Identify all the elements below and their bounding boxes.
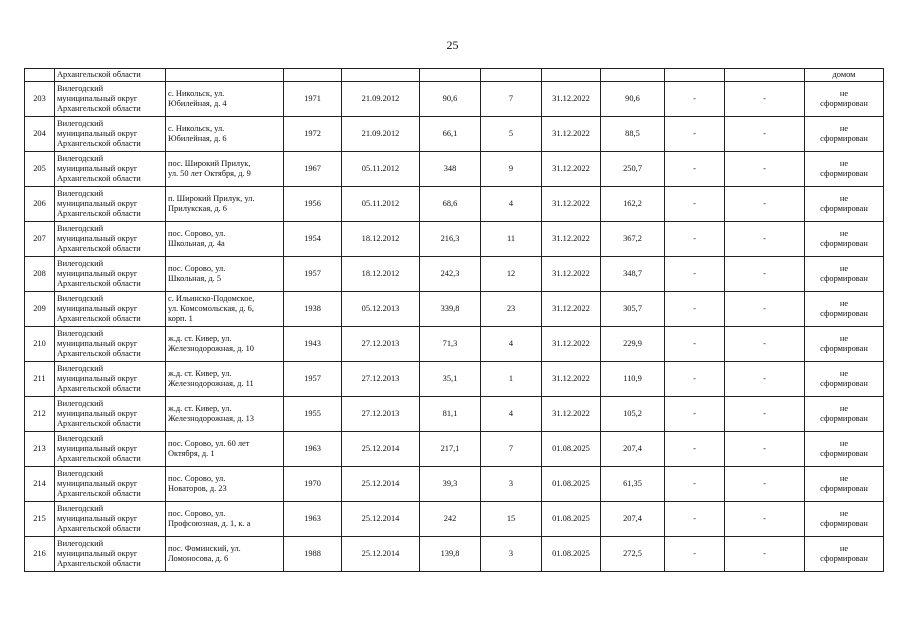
cell-area2: 250,7 <box>601 152 665 187</box>
cell-municipality-line: Архангельской области <box>57 279 141 289</box>
cell-address <box>166 537 284 572</box>
cell-plan-date <box>542 69 601 82</box>
cell-municipality-line: Вилегодский <box>57 83 104 93</box>
cell-no: 212 <box>25 397 55 432</box>
cell-no: 206 <box>25 187 55 222</box>
cell-address-line: Новаторов, д. 23 <box>168 484 227 493</box>
continuation-row <box>25 69 884 82</box>
cell-status <box>805 117 884 152</box>
cell-year: 1954 <box>284 222 342 257</box>
cell-count: 7 <box>481 432 542 467</box>
cell-year: 1938 <box>284 292 342 327</box>
cell-count: 4 <box>481 397 542 432</box>
cell-status-line: сформирован <box>820 414 868 423</box>
cell-municipality-line: Вилегодский <box>57 293 104 303</box>
cell-status <box>805 257 884 292</box>
cell-status-line: сформирован <box>820 134 868 143</box>
table-row <box>25 432 884 467</box>
cell-status-line: сформирован <box>820 344 868 353</box>
cell-municipality <box>55 222 166 257</box>
cell-address-line: пос. Сорово, ул. 60 лет <box>168 438 250 448</box>
cell-address-line: пос. Фоминский, ул. <box>168 543 241 553</box>
cell-municipality-line: муниципальный округ <box>57 338 138 348</box>
cell-c10: - <box>665 397 725 432</box>
cell-status-line: не <box>839 158 849 168</box>
cell-municipality <box>55 502 166 537</box>
cell-no: 209 <box>25 292 55 327</box>
cell-c11: - <box>725 117 805 152</box>
cell-address-line: с. Никольск, ул. <box>168 123 225 133</box>
cell-address <box>166 222 284 257</box>
cell-year: 1988 <box>284 537 342 572</box>
cell-c11: - <box>725 257 805 292</box>
cell-municipality-line: Архангельской области <box>57 419 141 429</box>
cell-municipality-line: Вилегодский <box>57 503 104 513</box>
cell-municipality <box>55 327 166 362</box>
cell-count: 4 <box>481 327 542 362</box>
table-row <box>25 82 884 117</box>
cell-address-line: Школьная, д. 5 <box>168 274 222 283</box>
cell-no: 203 <box>25 82 55 117</box>
cell-municipality <box>55 537 166 572</box>
cell-area2: 110,9 <box>601 362 665 397</box>
cell-municipality <box>55 397 166 432</box>
table-row <box>25 222 884 257</box>
table-row <box>25 327 884 362</box>
cell-c11: - <box>725 537 805 572</box>
cell-address-line: Школьная, д. 4а <box>168 239 225 248</box>
cell-date: 25.12.2014 <box>342 432 420 467</box>
cell-municipality-line: Вилегодский <box>57 118 104 128</box>
cell-plan-date: 31.12.2022 <box>542 257 601 292</box>
cell-municipality-line: муниципальный округ <box>57 268 138 278</box>
cell-status-line: не <box>839 263 849 273</box>
cell-no: 208 <box>25 257 55 292</box>
cell-municipality-line: Вилегодский <box>57 538 104 548</box>
cell-c10: - <box>665 502 725 537</box>
cell-c11: - <box>725 327 805 362</box>
table-row <box>25 467 884 502</box>
cell-status-line: не <box>839 123 849 133</box>
cell-status-line: сформирован <box>820 379 868 388</box>
cell-municipality: Архангельской области <box>55 69 166 82</box>
cell-no <box>25 69 55 82</box>
cell-count: 3 <box>481 467 542 502</box>
cell-municipality-line: Архангельской области <box>57 139 141 149</box>
cell-date: 25.12.2014 <box>342 467 420 502</box>
cell-area2: 305,7 <box>601 292 665 327</box>
cell-address-line: корп. 1 <box>168 314 193 324</box>
cell-status-line: не <box>839 543 849 553</box>
cell-c11 <box>725 69 805 82</box>
cell-status-line: сформирован <box>820 169 868 178</box>
cell-status-line: не <box>839 473 849 483</box>
cell-c10: - <box>665 467 725 502</box>
cell-municipality-line: Архангельской области <box>57 209 141 219</box>
cell-address-line: Юбилейная, д. 6 <box>168 134 227 143</box>
cell-c11: - <box>725 152 805 187</box>
cell-no: 205 <box>25 152 55 187</box>
cell-count: 12 <box>481 257 542 292</box>
cell-c10: - <box>665 362 725 397</box>
cell-c10: - <box>665 117 725 152</box>
cell-area: 348 <box>420 152 481 187</box>
cell-status-line: сформирован <box>820 309 868 318</box>
cell-municipality-line: муниципальный округ <box>57 233 138 243</box>
cell-address-line: Железнодорожная, д. 10 <box>168 344 254 353</box>
cell-status <box>805 467 884 502</box>
cell-date: 05.11.2012 <box>342 152 420 187</box>
cell-municipality-line: муниципальный округ <box>57 373 138 383</box>
cell-c11: - <box>725 432 805 467</box>
cell-address <box>166 467 284 502</box>
cell-municipality-line: Вилегодский <box>57 223 104 233</box>
cell-address-line: ж.д. ст. Кивер, ул. <box>168 368 232 378</box>
cell-address-line: пос. Сорово, ул. <box>168 228 226 238</box>
cell-year: 1970 <box>284 467 342 502</box>
cell-status-line: не <box>839 438 849 448</box>
cell-address <box>166 152 284 187</box>
cell-address-line: ул. 50 лет Октября, д. 9 <box>168 169 251 178</box>
cell-no: 210 <box>25 327 55 362</box>
cell-year <box>284 69 342 82</box>
cell-area2: 105,2 <box>601 397 665 432</box>
cell-count: 9 <box>481 152 542 187</box>
cell-municipality-line: Архангельской области <box>57 489 141 499</box>
cell-area2: 207,4 <box>601 432 665 467</box>
cell-municipality-line: Архангельской области <box>57 559 141 569</box>
cell-area: 216,3 <box>420 222 481 257</box>
cell-date: 21.09.2012 <box>342 82 420 117</box>
cell-plan-date: 01.08.2025 <box>542 537 601 572</box>
cell-area: 242,3 <box>420 257 481 292</box>
cell-status-line: не <box>839 403 849 413</box>
cell-municipality <box>55 187 166 222</box>
cell-year: 1955 <box>284 397 342 432</box>
cell-address <box>166 327 284 362</box>
cell-address <box>166 362 284 397</box>
cell-plan-date: 31.12.2022 <box>542 187 601 222</box>
cell-status <box>805 222 884 257</box>
cell-no: 207 <box>25 222 55 257</box>
cell-status-line: сформирован <box>820 449 868 458</box>
cell-date: 25.12.2014 <box>342 537 420 572</box>
cell-municipality-line: Архангельской области <box>57 174 141 184</box>
cell-no: 211 <box>25 362 55 397</box>
cell-area: 35,1 <box>420 362 481 397</box>
cell-status-line: сформирован <box>820 519 868 528</box>
cell-address-line: с. Ильинско-Подомское, <box>168 293 255 303</box>
cell-municipality-line: Вилегодский <box>57 363 104 373</box>
housing-registry-table <box>24 68 884 572</box>
table-row <box>25 537 884 572</box>
cell-count: 23 <box>481 292 542 327</box>
registry-body <box>25 69 884 572</box>
cell-c11: - <box>725 292 805 327</box>
cell-c10: - <box>665 152 725 187</box>
cell-c11: - <box>725 397 805 432</box>
cell-no: 216 <box>25 537 55 572</box>
cell-address-line: ж.д. ст. Кивер, ул. <box>168 333 232 343</box>
cell-plan-date: 01.08.2025 <box>542 467 601 502</box>
cell-status <box>805 292 884 327</box>
cell-address-line: с. Никольск, ул. <box>168 88 225 98</box>
cell-municipality-line: Вилегодский <box>57 188 104 198</box>
cell-area2: 90,6 <box>601 82 665 117</box>
cell-address-line: Профсоюзная, д. 1, к. а <box>168 519 251 528</box>
cell-status-line: не <box>839 368 849 378</box>
cell-municipality-line: муниципальный округ <box>57 408 138 418</box>
cell-year: 1972 <box>284 117 342 152</box>
cell-status <box>805 362 884 397</box>
cell-area2: 367,2 <box>601 222 665 257</box>
cell-municipality-line: Архангельской области <box>57 104 141 114</box>
cell-address <box>166 292 284 327</box>
cell-address-line: Железнодорожная, д. 13 <box>168 414 254 423</box>
cell-no: 214 <box>25 467 55 502</box>
cell-municipality-line: муниципальный округ <box>57 478 138 488</box>
cell-c10: - <box>665 292 725 327</box>
cell-plan-date: 01.08.2025 <box>542 432 601 467</box>
cell-status-line: сформирован <box>820 99 868 108</box>
cell-date: 05.12.2013 <box>342 292 420 327</box>
cell-c11: - <box>725 82 805 117</box>
cell-status <box>805 327 884 362</box>
cell-c10: - <box>665 257 725 292</box>
cell-address <box>166 82 284 117</box>
cell-count: 1 <box>481 362 542 397</box>
cell-plan-date: 31.12.2022 <box>542 117 601 152</box>
cell-plan-date: 31.12.2022 <box>542 152 601 187</box>
cell-area <box>420 69 481 82</box>
cell-municipality-line: Архангельской области <box>57 524 141 534</box>
cell-address-line: п. Широкий Прилук, ул. <box>168 193 255 203</box>
cell-address-line: Юбилейная, д. 4 <box>168 99 227 108</box>
cell-c10: - <box>665 187 725 222</box>
cell-c10: - <box>665 327 725 362</box>
cell-municipality-line: муниципальный округ <box>57 513 138 523</box>
cell-date: 25.12.2014 <box>342 502 420 537</box>
cell-municipality-line: Вилегодский <box>57 398 104 408</box>
table-row <box>25 397 884 432</box>
cell-area: 339,8 <box>420 292 481 327</box>
cell-status <box>805 82 884 117</box>
table-row <box>25 502 884 537</box>
cell-plan-date: 31.12.2022 <box>542 82 601 117</box>
cell-municipality <box>55 152 166 187</box>
cell-plan-date: 31.12.2022 <box>542 362 601 397</box>
cell-no: 204 <box>25 117 55 152</box>
cell-area: 66,1 <box>420 117 481 152</box>
cell-plan-date: 31.12.2022 <box>542 397 601 432</box>
cell-area: 242 <box>420 502 481 537</box>
cell-address-line: Прилукская, д. 6 <box>168 204 227 213</box>
cell-status <box>805 502 884 537</box>
cell-municipality-line: Вилегодский <box>57 328 104 338</box>
cell-status-line: не <box>839 88 849 98</box>
cell-status <box>805 397 884 432</box>
cell-municipality-line: Архангельской области <box>57 244 141 254</box>
cell-date: 18.12.2012 <box>342 257 420 292</box>
cell-count <box>481 69 542 82</box>
cell-address-line: пос. Широкий Прилук, <box>168 158 251 168</box>
table-row <box>25 152 884 187</box>
cell-date: 27.12.2013 <box>342 362 420 397</box>
cell-no: 215 <box>25 502 55 537</box>
cell-municipality-line: Вилегодский <box>57 153 104 163</box>
table-row <box>25 117 884 152</box>
cell-year: 1957 <box>284 257 342 292</box>
cell-count: 7 <box>481 82 542 117</box>
cell-status-line: не <box>839 193 849 203</box>
cell-address-line: ж.д. ст. Кивер, ул. <box>168 403 232 413</box>
cell-count: 15 <box>481 502 542 537</box>
cell-area2 <box>601 69 665 82</box>
cell-status <box>805 537 884 572</box>
cell-year: 1963 <box>284 502 342 537</box>
cell-count: 5 <box>481 117 542 152</box>
cell-address <box>166 187 284 222</box>
cell-status-line: сформирован <box>820 484 868 493</box>
cell-municipality <box>55 432 166 467</box>
cell-municipality <box>55 257 166 292</box>
cell-municipality <box>55 82 166 117</box>
cell-plan-date: 31.12.2022 <box>542 292 601 327</box>
cell-status-line: не <box>839 333 849 343</box>
cell-address-line: пос. Сорово, ул. <box>168 473 226 483</box>
cell-municipality-line: муниципальный округ <box>57 303 138 313</box>
cell-municipality-line: Архангельской области <box>57 384 141 394</box>
cell-municipality <box>55 362 166 397</box>
cell-status <box>805 187 884 222</box>
cell-date: 21.09.2012 <box>342 117 420 152</box>
cell-municipality <box>55 467 166 502</box>
cell-address <box>166 432 284 467</box>
cell-municipality-line: Вилегодский <box>57 468 104 478</box>
cell-c11: - <box>725 222 805 257</box>
cell-status <box>805 432 884 467</box>
cell-address <box>166 117 284 152</box>
cell-municipality-line: Архангельской области <box>57 349 141 359</box>
cell-municipality-line: муниципальный округ <box>57 93 138 103</box>
table-row <box>25 292 884 327</box>
cell-date: 27.12.2013 <box>342 327 420 362</box>
page-number: 25 <box>446 38 459 52</box>
cell-status-line: сформирован <box>820 274 868 283</box>
cell-municipality <box>55 117 166 152</box>
cell-area2: 61,35 <box>601 467 665 502</box>
cell-area2: 162,2 <box>601 187 665 222</box>
cell-c10: - <box>665 537 725 572</box>
cell-area2: 229,9 <box>601 327 665 362</box>
cell-area2: 207,4 <box>601 502 665 537</box>
cell-plan-date: 31.12.2022 <box>542 222 601 257</box>
cell-status <box>805 152 884 187</box>
cell-address-line: пос. Сорово, ул. <box>168 263 226 273</box>
cell-status-line: не <box>839 228 849 238</box>
cell-status-line: сформирован <box>820 204 868 213</box>
cell-count: 3 <box>481 537 542 572</box>
cell-municipality-line: муниципальный округ <box>57 128 138 138</box>
cell-area2: 348,7 <box>601 257 665 292</box>
cell-status-line: сформирован <box>820 554 868 563</box>
cell-c11: - <box>725 362 805 397</box>
cell-c11: - <box>725 187 805 222</box>
cell-municipality-line: Вилегодский <box>57 433 104 443</box>
cell-year: 1956 <box>284 187 342 222</box>
cell-plan-date: 01.08.2025 <box>542 502 601 537</box>
cell-c11: - <box>725 467 805 502</box>
cell-area: 68,6 <box>420 187 481 222</box>
cell-c10: - <box>665 432 725 467</box>
cell-area: 139,8 <box>420 537 481 572</box>
cell-year: 1971 <box>284 82 342 117</box>
table-row <box>25 187 884 222</box>
cell-status-line: не <box>839 298 849 308</box>
cell-address <box>166 69 284 82</box>
cell-c10: - <box>665 82 725 117</box>
cell-municipality-line: муниципальный округ <box>57 198 138 208</box>
cell-year: 1943 <box>284 327 342 362</box>
cell-year: 1963 <box>284 432 342 467</box>
cell-plan-date: 31.12.2022 <box>542 327 601 362</box>
cell-municipality-line: муниципальный округ <box>57 443 138 453</box>
cell-municipality-line: Архангельской области <box>57 454 141 464</box>
cell-address-line: Железнодорожная, д. 11 <box>168 379 254 388</box>
cell-address <box>166 502 284 537</box>
table-row <box>25 257 884 292</box>
cell-address-line: пос. Сорово, ул. <box>168 508 226 518</box>
cell-count: 11 <box>481 222 542 257</box>
cell-municipality <box>55 292 166 327</box>
cell-area2: 88,5 <box>601 117 665 152</box>
cell-date: 27.12.2013 <box>342 397 420 432</box>
cell-address <box>166 257 284 292</box>
cell-municipality-line: муниципальный округ <box>57 548 138 558</box>
cell-c10 <box>665 69 725 82</box>
cell-no: 213 <box>25 432 55 467</box>
cell-area: 71,3 <box>420 327 481 362</box>
cell-area: 39,3 <box>420 467 481 502</box>
cell-address <box>166 397 284 432</box>
cell-date: 18.12.2012 <box>342 222 420 257</box>
table-row <box>25 362 884 397</box>
cell-status-line: сформирован <box>820 239 868 248</box>
cell-c11: - <box>725 502 805 537</box>
cell-area: 90,6 <box>420 82 481 117</box>
cell-municipality-line: муниципальный округ <box>57 163 138 173</box>
cell-municipality-line: Архангельской области <box>57 314 141 324</box>
cell-status: домом <box>805 69 884 82</box>
cell-c10: - <box>665 222 725 257</box>
cell-area: 217,1 <box>420 432 481 467</box>
cell-status-line: не <box>839 508 849 518</box>
cell-year: 1967 <box>284 152 342 187</box>
cell-area: 81,1 <box>420 397 481 432</box>
cell-municipality-line: Вилегодский <box>57 258 104 268</box>
cell-date: 05.11.2012 <box>342 187 420 222</box>
cell-address-line: ул. Комсомольская, д. 6, <box>168 303 254 313</box>
cell-area2: 272,5 <box>601 537 665 572</box>
cell-year: 1957 <box>284 362 342 397</box>
cell-date <box>342 69 420 82</box>
cell-address-line: Ломоносова, д. 6 <box>168 554 229 563</box>
cell-address-line: Октября, д. 1 <box>168 449 215 458</box>
cell-count: 4 <box>481 187 542 222</box>
